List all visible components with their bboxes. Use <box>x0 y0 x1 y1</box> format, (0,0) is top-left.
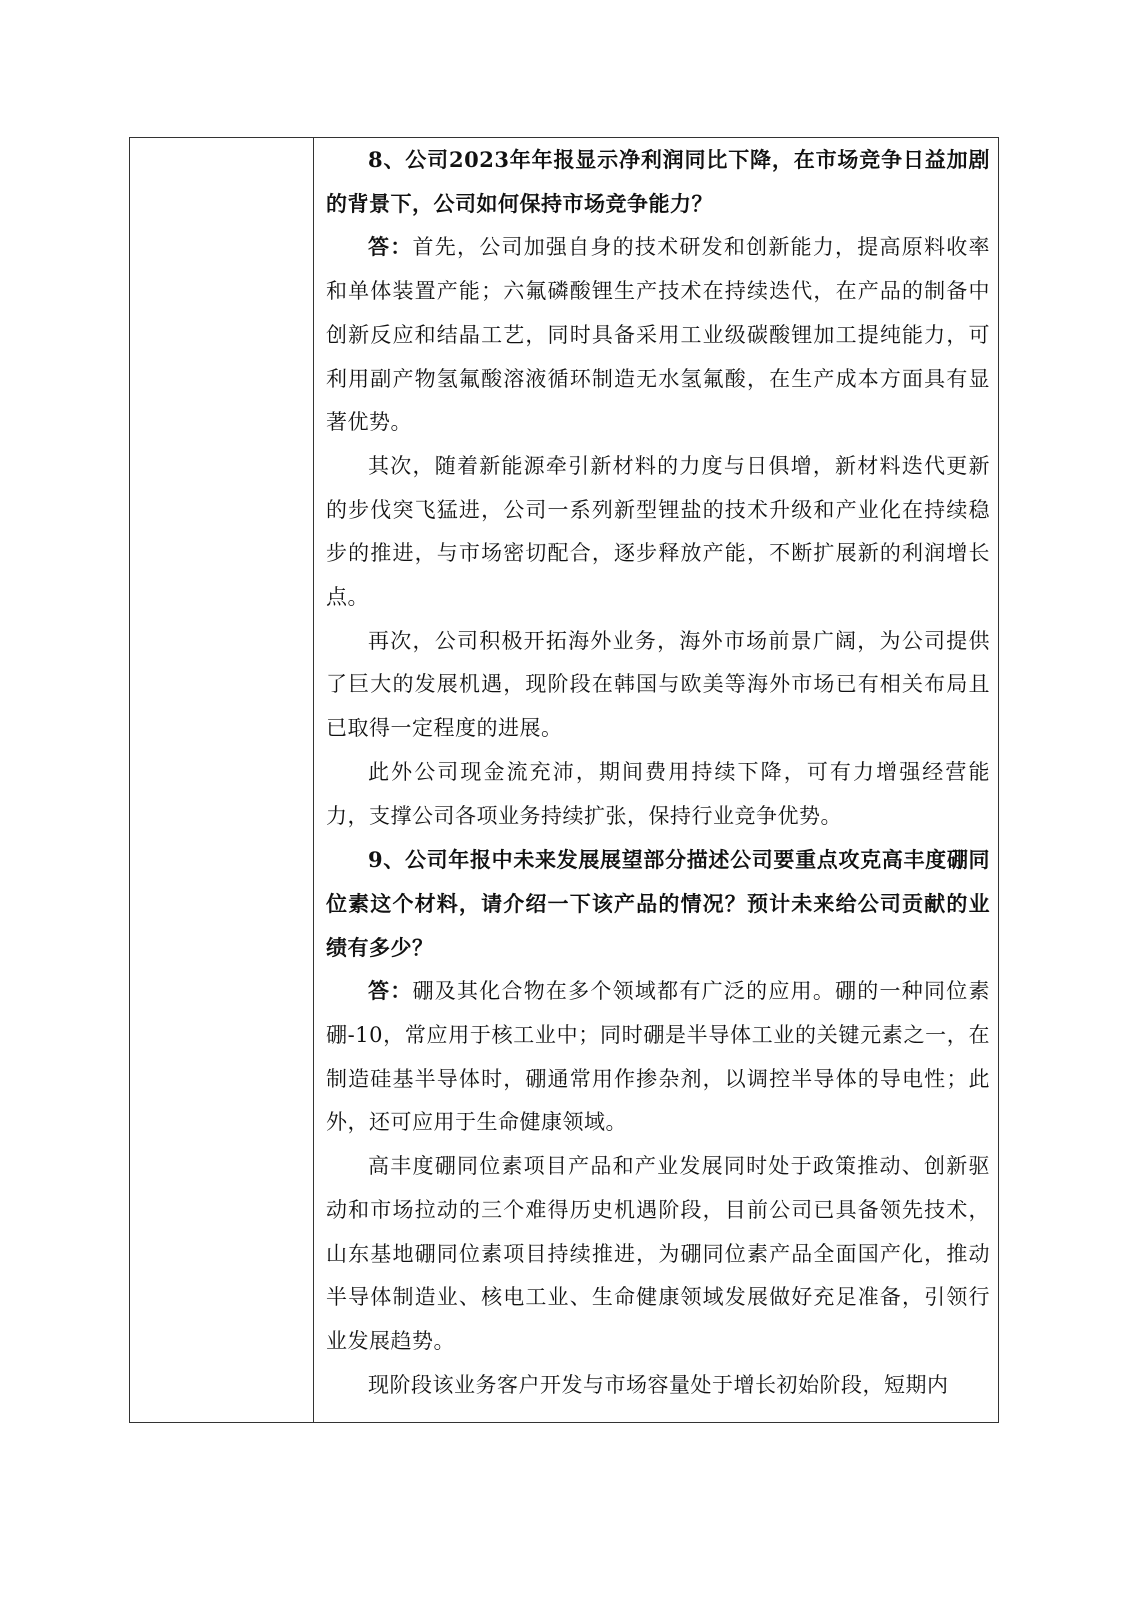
column-divider <box>313 138 314 1422</box>
answer-label: 答： <box>368 234 413 260</box>
answer-8-paragraph-4: 此外公司现金流充沛，期间费用持续下降，可有力增强经营能力，支撑公司各项业务持续扩张，保持行业竞争优势。 <box>326 759 990 828</box>
answer-8-paragraph-2: 其次，随着新能源牵引新材料的力度与日俱增，新材料迭代更新的步伐突飞猛进，公司一系列新型锂盐的技术升级和产业化在持续稳步的推进，与市场密切配合，逐步释放产能，不断扩展新的利润增长点。 <box>326 453 990 610</box>
qa-table <box>129 137 999 1423</box>
question-8: 8、公司2023年年报显示净利润同比下降，在市场竞争日益加剧的背景下，公司如何保持市场竞争能力？ <box>326 147 990 216</box>
answer-label: 答： <box>368 978 413 1004</box>
answer-9-paragraph-1: 答：硼及其化合物在多个领域都有广泛的应用。硼的一种同位素硼-10，常应用于核工业中；同时硼是半导体工业的关键元素之一，在制造硅基半导体时，硼通常用作掺杂剂，以调控半导体的导电性；此外，还可应用于生命健康领域。 <box>326 978 991 1135</box>
answer-8-paragraph-3: 再次，公司积极开拓海外业务，海外市场前景广阔，为公司提供了巨大的发展机遇，现阶段在韩国与欧美等海外市场已有相关布局且已取得一定程度的进展。 <box>326 628 990 741</box>
answer-8-paragraph-1: 答：首先，公司加强自身的技术研发和创新能力，提高原料收率和单体装置产能；六氟磷酸锂生产技术在持续迭代，在产品的制备中创新反应和结晶工艺，同时具备采用工业级碳酸锂加工提纯能力，可利用副产物氢氟酸溶液循环制造无水氢氟酸，在生产成本方面具有显著优势。 <box>326 234 991 435</box>
answer-9-paragraph-2: 高丰度硼同位素项目产品和产业发展同时处于政策推动、创新驱动和市场拉动的三个难得历史机遇阶段，目前公司已具备领先技术，山东基地硼同位素项目持续推进，为硼同位素产品全面国产化，推动半导体制造业、核电工业、生命健康领域发展做好充足准备，引领行业发展趋势。 <box>326 1154 990 1353</box>
answer-9-paragraph-3: 现阶段该业务客户开发与市场容量处于增长初始阶段，短期内 <box>368 1372 949 1397</box>
question-9: 9、公司年报中未来发展展望部分描述公司要重点攻克高丰度硼同位素这个材料，请介绍一下该产品的情况？预计未来给公司贡献的业绩有多少？ <box>326 847 990 960</box>
answer-column <box>326 138 990 1407</box>
